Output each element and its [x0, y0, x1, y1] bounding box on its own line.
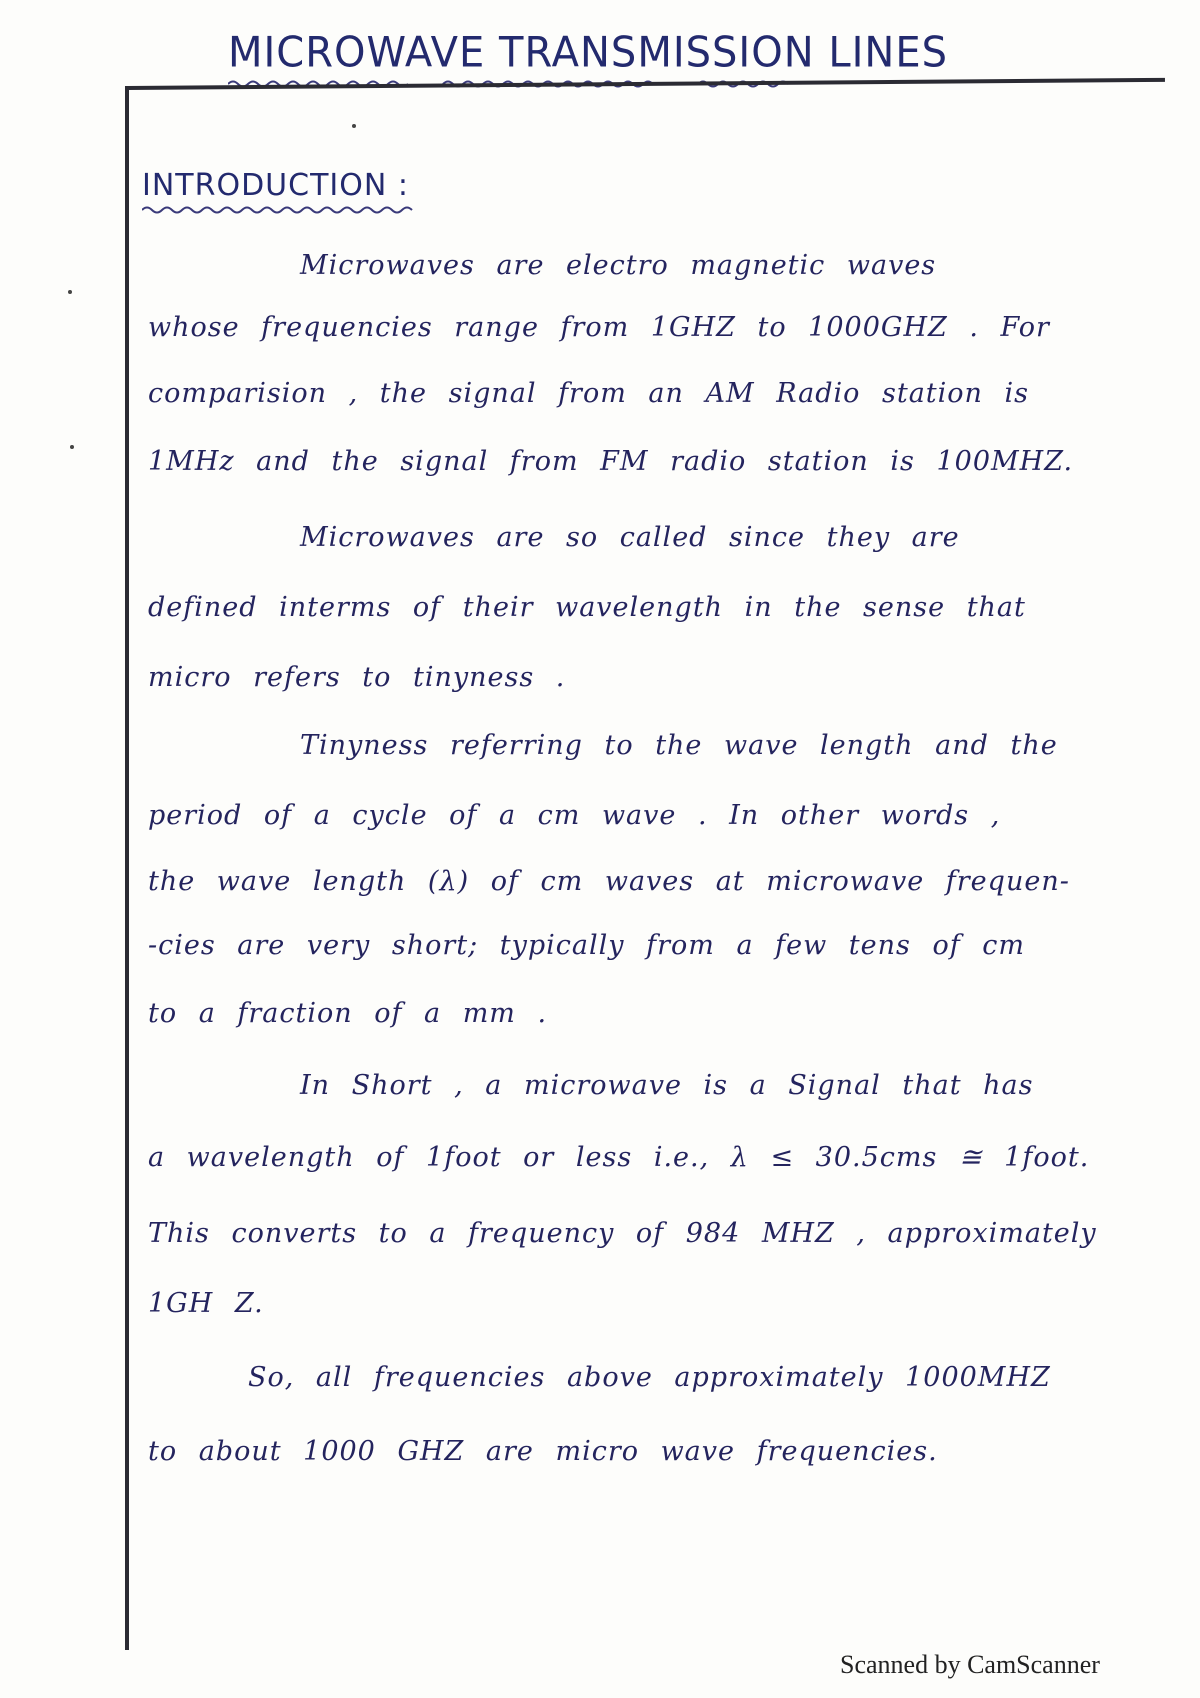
text-line: to a fraction of a mm . [148, 998, 548, 1029]
section-heading: INTRODUCTION : [142, 168, 409, 203]
text-line: a wavelength of 1foot or less i.e., λ ≤ 30.5cms ≅ 1foot. [148, 1142, 1090, 1173]
text-line: In Short , a microwave is a Signal that has [300, 1070, 1034, 1101]
heading-underline [142, 204, 432, 216]
text-line: Microwaves are so called since they are [300, 522, 960, 553]
scanner-watermark: Scanned by CamScanner [840, 1650, 1100, 1679]
left-margin-rule [125, 90, 129, 1650]
text-line: period of a cycle of a cm wave . In other words , [148, 800, 1001, 831]
text-line: micro refers to tinyness . [148, 662, 566, 693]
text-line: Microwaves are electro magnetic waves [300, 250, 937, 281]
text-line: So, all frequencies above approximately 1000MHZ [248, 1362, 1051, 1393]
text-line: defined interms of their wavelength in the sense that [148, 592, 1026, 623]
ink-dot [352, 124, 356, 128]
page-title: MICROWAVE TRANSMISSION LINES [228, 28, 948, 78]
ink-dot [68, 290, 72, 294]
text-line: whose frequencies range from 1GHZ to 1000GHZ . For [148, 312, 1050, 343]
text-line: 1MHz and the signal from FM radio station is 100MHZ. [148, 446, 1074, 477]
text-line: the wave length (λ) of cm waves at microwave frequen- [148, 866, 1070, 897]
text-line: to about 1000 GHZ are micro wave frequencies. [148, 1436, 938, 1467]
text-line: comparision , the signal from an AM Radio station is [148, 378, 1030, 409]
text-line: 1GH Z. [148, 1288, 264, 1319]
text-line: This converts to a frequency of 984 MHZ , approximately [148, 1218, 1097, 1249]
ink-dot [70, 445, 74, 449]
text-line: -cies are very short; typically from a few tens of cm [148, 930, 1026, 961]
text-line: Tinyness referring to the wave length and the [300, 730, 1058, 761]
